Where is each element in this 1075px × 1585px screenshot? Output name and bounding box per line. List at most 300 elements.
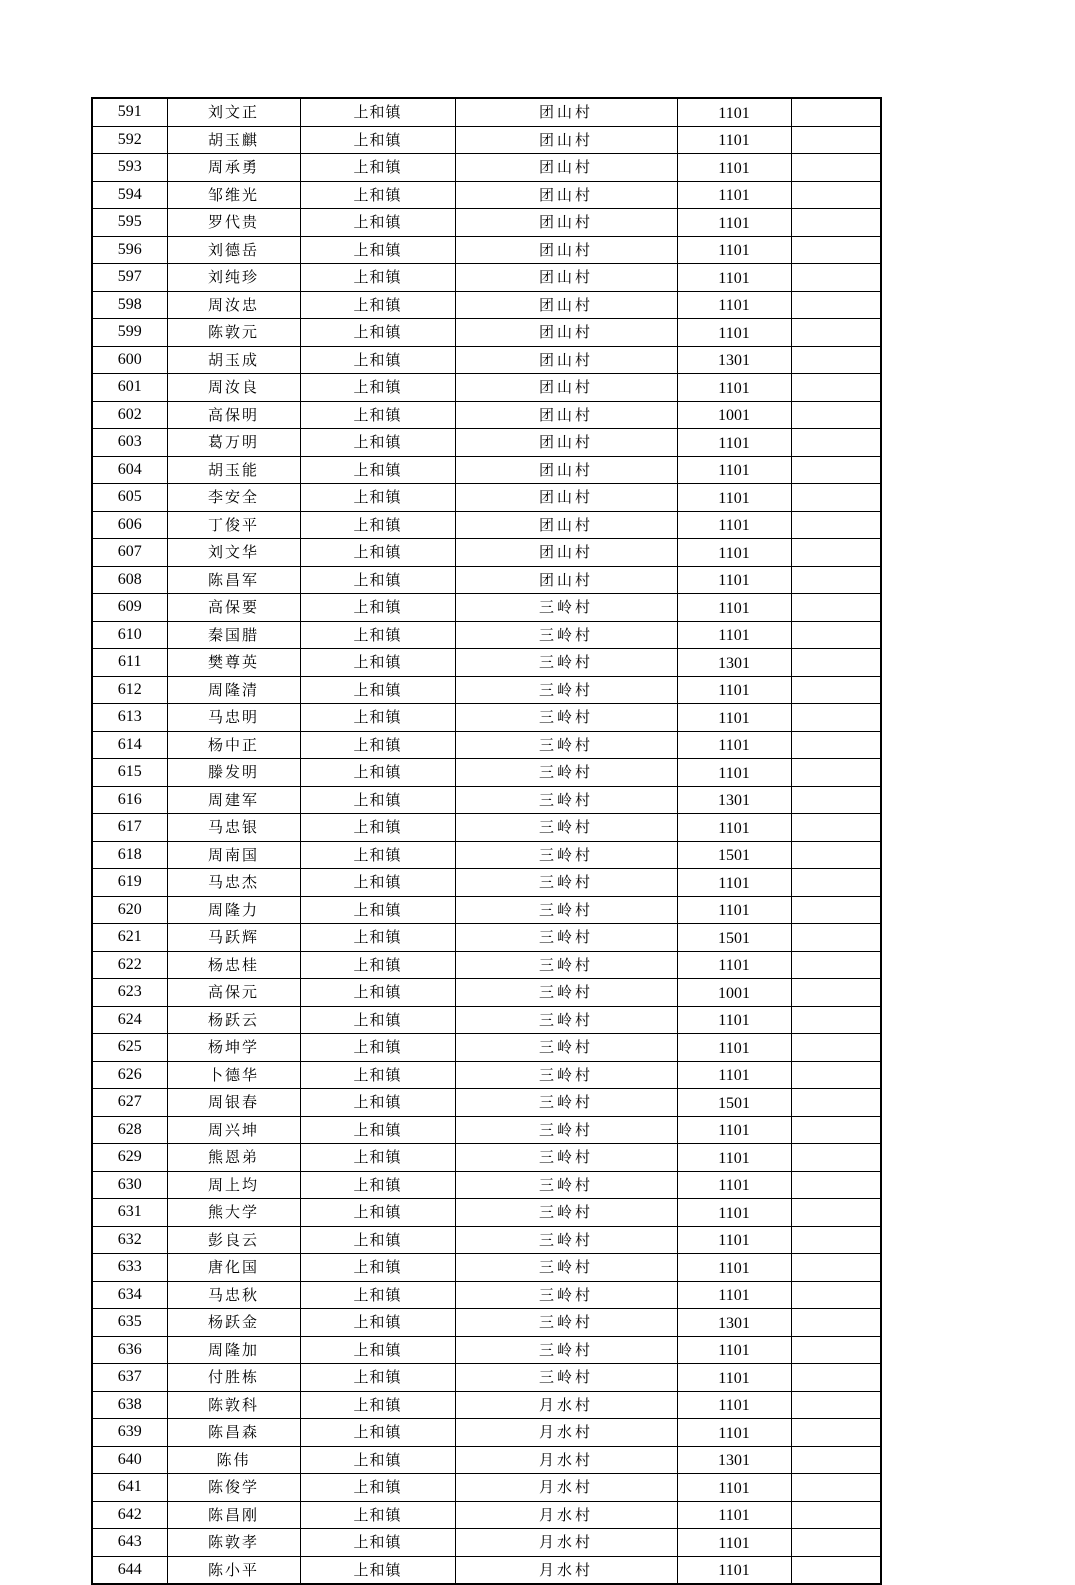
code-cell: 1101 [677,1281,791,1309]
person-name-cell: 付胜栋 [167,1364,300,1392]
code-cell: 1301 [677,649,791,677]
code-cell: 1101 [677,126,791,154]
note-cell [791,951,881,979]
person-name-cell: 周隆加 [167,1336,300,1364]
table-row [92,649,881,677]
person-name-cell: 秦国腊 [167,621,300,649]
town-cell: 上和镇 [300,979,455,1007]
town-cell: 上和镇 [300,1199,455,1227]
person-name-cell: 周承勇 [167,154,300,182]
table-row [92,1171,881,1199]
note-cell [791,1281,881,1309]
note-cell [791,759,881,787]
note-cell [791,1034,881,1062]
village-cell: 团山村 [455,346,677,374]
row-number-cell: 602 [92,401,167,429]
town-cell: 上和镇 [300,621,455,649]
row-number-cell: 620 [92,896,167,924]
village-cell: 团山村 [455,319,677,347]
person-name-cell: 彭良云 [167,1226,300,1254]
table-row [92,704,881,732]
village-cell: 月水村 [455,1529,677,1557]
code-cell: 1501 [677,1089,791,1117]
town-cell: 上和镇 [300,1419,455,1447]
code-cell: 1101 [677,98,791,126]
row-number-cell: 600 [92,346,167,374]
note-cell [791,814,881,842]
town-cell: 上和镇 [300,1089,455,1117]
row-number-cell: 610 [92,621,167,649]
table-row [92,539,881,567]
code-cell: 1101 [677,1336,791,1364]
code-cell: 1101 [677,209,791,237]
table-row [92,1529,881,1557]
town-cell: 上和镇 [300,1281,455,1309]
row-number-cell: 611 [92,649,167,677]
person-name-cell: 刘文正 [167,98,300,126]
person-name-cell: 胡玉能 [167,456,300,484]
village-cell: 三岭村 [455,841,677,869]
note-cell [791,649,881,677]
person-name-cell: 马跃辉 [167,924,300,952]
village-cell: 团山村 [455,539,677,567]
village-cell: 三岭村 [455,979,677,1007]
row-number-cell: 626 [92,1061,167,1089]
town-cell: 上和镇 [300,759,455,787]
table-row [92,1006,881,1034]
row-number-cell: 638 [92,1391,167,1419]
town-cell: 上和镇 [300,374,455,402]
row-number-cell: 608 [92,566,167,594]
village-cell: 团山村 [455,236,677,264]
note-cell [791,1501,881,1529]
table-row [92,566,881,594]
note-cell [791,374,881,402]
note-cell [791,456,881,484]
town-cell: 上和镇 [300,594,455,622]
table-row [92,1501,881,1529]
table-row [92,841,881,869]
table-row [92,429,881,457]
note-cell [791,98,881,126]
code-cell: 1101 [677,704,791,732]
town-cell: 上和镇 [300,456,455,484]
town-cell: 上和镇 [300,704,455,732]
code-cell: 1101 [677,1474,791,1502]
row-number-cell: 604 [92,456,167,484]
person-name-cell: 杨忠桂 [167,951,300,979]
village-cell: 月水村 [455,1474,677,1502]
row-number-cell: 622 [92,951,167,979]
code-cell: 1101 [677,869,791,897]
code-cell: 1501 [677,841,791,869]
note-cell [791,1171,881,1199]
village-cell: 月水村 [455,1446,677,1474]
code-cell: 1001 [677,979,791,1007]
row-number-cell: 592 [92,126,167,154]
village-cell: 月水村 [455,1556,677,1584]
town-cell: 上和镇 [300,1474,455,1502]
table-row [92,1309,881,1337]
village-cell: 团山村 [455,264,677,292]
note-cell [791,1556,881,1584]
person-name-cell: 陈伟 [167,1446,300,1474]
row-number-cell: 633 [92,1254,167,1282]
table-row [92,1419,881,1447]
town-cell: 上和镇 [300,924,455,952]
town-cell: 上和镇 [300,291,455,319]
row-number-cell: 630 [92,1171,167,1199]
table-row [92,154,881,182]
note-cell [791,1144,881,1172]
code-cell: 1101 [677,1034,791,1062]
table-row [92,1144,881,1172]
person-name-cell: 陈俊学 [167,1474,300,1502]
note-cell [791,979,881,1007]
note-cell [791,1089,881,1117]
code-cell: 1101 [677,1006,791,1034]
row-number-cell: 634 [92,1281,167,1309]
person-name-cell: 刘德岳 [167,236,300,264]
row-number-cell: 612 [92,676,167,704]
table-row [92,181,881,209]
note-cell [791,896,881,924]
village-cell: 团山村 [455,209,677,237]
town-cell: 上和镇 [300,511,455,539]
code-cell: 1101 [677,154,791,182]
row-number-cell: 621 [92,924,167,952]
row-number-cell: 628 [92,1116,167,1144]
row-number-cell: 607 [92,539,167,567]
town-cell: 上和镇 [300,731,455,759]
row-number-cell: 613 [92,704,167,732]
table-row [92,511,881,539]
village-cell: 三岭村 [455,649,677,677]
person-name-cell: 杨中正 [167,731,300,759]
note-cell [791,291,881,319]
note-cell [791,154,881,182]
person-name-cell: 熊恩弟 [167,1144,300,1172]
roster-table [91,97,882,1585]
row-number-cell: 596 [92,236,167,264]
code-cell: 1101 [677,676,791,704]
note-cell [791,704,881,732]
row-number-cell: 639 [92,1419,167,1447]
table-row [92,456,881,484]
person-name-cell: 周兴坤 [167,1116,300,1144]
table-row [92,1089,881,1117]
village-cell: 团山村 [455,181,677,209]
code-cell: 1101 [677,759,791,787]
code-cell: 1101 [677,236,791,264]
town-cell: 上和镇 [300,209,455,237]
code-cell: 1101 [677,181,791,209]
table-row [92,676,881,704]
village-cell: 团山村 [455,374,677,402]
person-name-cell: 马忠明 [167,704,300,732]
town-cell: 上和镇 [300,1034,455,1062]
code-cell: 1101 [677,456,791,484]
table-row [92,1199,881,1227]
town-cell: 上和镇 [300,869,455,897]
town-cell: 上和镇 [300,1061,455,1089]
town-cell: 上和镇 [300,1391,455,1419]
table-row [92,1226,881,1254]
table-row [92,621,881,649]
code-cell: 1101 [677,1171,791,1199]
note-cell [791,566,881,594]
code-cell: 1101 [677,291,791,319]
note-cell [791,1419,881,1447]
person-name-cell: 樊尊英 [167,649,300,677]
town-cell: 上和镇 [300,1144,455,1172]
person-name-cell: 杨跃金 [167,1309,300,1337]
village-cell: 团山村 [455,456,677,484]
code-cell: 1101 [677,1529,791,1557]
town-cell: 上和镇 [300,1116,455,1144]
row-number-cell: 616 [92,786,167,814]
code-cell: 1101 [677,429,791,457]
note-cell [791,401,881,429]
note-cell [791,484,881,512]
row-number-cell: 599 [92,319,167,347]
code-cell: 1101 [677,566,791,594]
town-cell: 上和镇 [300,98,455,126]
code-cell: 1301 [677,786,791,814]
code-cell: 1101 [677,896,791,924]
town-cell: 上和镇 [300,1254,455,1282]
table-row [92,786,881,814]
village-cell: 三岭村 [455,704,677,732]
table-row [92,236,881,264]
note-cell [791,1061,881,1089]
town-cell: 上和镇 [300,1006,455,1034]
village-cell: 月水村 [455,1419,677,1447]
village-cell: 三岭村 [455,951,677,979]
village-cell: 三岭村 [455,1061,677,1089]
village-cell: 团山村 [455,429,677,457]
row-number-cell: 632 [92,1226,167,1254]
note-cell [791,1474,881,1502]
village-cell: 月水村 [455,1501,677,1529]
person-name-cell: 罗代贵 [167,209,300,237]
town-cell: 上和镇 [300,1226,455,1254]
code-cell: 1101 [677,731,791,759]
table-row [92,951,881,979]
row-number-cell: 625 [92,1034,167,1062]
person-name-cell: 熊大学 [167,1199,300,1227]
town-cell: 上和镇 [300,1171,455,1199]
code-cell: 1101 [677,594,791,622]
village-cell: 三岭村 [455,1089,677,1117]
note-cell [791,594,881,622]
row-number-cell: 643 [92,1529,167,1557]
row-number-cell: 635 [92,1309,167,1337]
code-cell: 1101 [677,1144,791,1172]
village-cell: 三岭村 [455,759,677,787]
table-row [92,401,881,429]
table-row [92,319,881,347]
row-number-cell: 615 [92,759,167,787]
village-cell: 三岭村 [455,924,677,952]
village-cell: 三岭村 [455,594,677,622]
note-cell [791,181,881,209]
person-name-cell: 陈小平 [167,1556,300,1584]
village-cell: 团山村 [455,566,677,594]
table-row [92,1116,881,1144]
code-cell: 1101 [677,1364,791,1392]
code-cell: 1001 [677,401,791,429]
code-cell: 1101 [677,374,791,402]
town-cell: 上和镇 [300,566,455,594]
note-cell [791,1529,881,1557]
row-number-cell: 624 [92,1006,167,1034]
code-cell: 1101 [677,814,791,842]
note-cell [791,731,881,759]
table-row [92,896,881,924]
table-row [92,126,881,154]
village-cell: 三岭村 [455,869,677,897]
town-cell: 上和镇 [300,236,455,264]
person-name-cell: 周隆力 [167,896,300,924]
person-name-cell: 刘纯珍 [167,264,300,292]
code-cell: 1101 [677,1501,791,1529]
note-cell [791,1254,881,1282]
code-cell: 1101 [677,1391,791,1419]
person-name-cell: 周银春 [167,1089,300,1117]
person-name-cell: 杨跃云 [167,1006,300,1034]
row-number-cell: 637 [92,1364,167,1392]
note-cell [791,236,881,264]
table-row [92,484,881,512]
row-number-cell: 593 [92,154,167,182]
table-row [92,1336,881,1364]
row-number-cell: 631 [92,1199,167,1227]
code-cell: 1101 [677,1199,791,1227]
village-cell: 三岭村 [455,621,677,649]
town-cell: 上和镇 [300,814,455,842]
village-cell: 团山村 [455,511,677,539]
table-row [92,731,881,759]
person-name-cell: 高保要 [167,594,300,622]
person-name-cell: 葛万明 [167,429,300,457]
person-name-cell: 胡玉成 [167,346,300,374]
town-cell: 上和镇 [300,1309,455,1337]
note-cell [791,1309,881,1337]
table-row [92,1061,881,1089]
row-number-cell: 636 [92,1336,167,1364]
person-name-cell: 马忠杰 [167,869,300,897]
note-cell [791,1364,881,1392]
table-row [92,979,881,1007]
town-cell: 上和镇 [300,951,455,979]
town-cell: 上和镇 [300,649,455,677]
note-cell [791,346,881,374]
table-row [92,814,881,842]
table-row [92,1446,881,1474]
table-row [92,594,881,622]
person-name-cell: 李安全 [167,484,300,512]
note-cell [791,209,881,237]
village-cell: 团山村 [455,154,677,182]
person-name-cell: 周上均 [167,1171,300,1199]
note-cell [791,924,881,952]
person-name-cell: 周汝良 [167,374,300,402]
row-number-cell: 595 [92,209,167,237]
town-cell: 上和镇 [300,484,455,512]
code-cell: 1101 [677,1419,791,1447]
person-name-cell: 陈昌刚 [167,1501,300,1529]
code-cell: 1101 [677,319,791,347]
code-cell: 1101 [677,1556,791,1584]
village-cell: 团山村 [455,126,677,154]
town-cell: 上和镇 [300,401,455,429]
note-cell [791,1336,881,1364]
person-name-cell: 周南国 [167,841,300,869]
code-cell: 1101 [677,621,791,649]
town-cell: 上和镇 [300,786,455,814]
row-number-cell: 619 [92,869,167,897]
person-name-cell: 马忠秋 [167,1281,300,1309]
row-number-cell: 605 [92,484,167,512]
table-row [92,264,881,292]
town-cell: 上和镇 [300,319,455,347]
person-name-cell: 杨坤学 [167,1034,300,1062]
person-name-cell: 陈昌森 [167,1419,300,1447]
village-cell: 三岭村 [455,1199,677,1227]
note-cell [791,429,881,457]
town-cell: 上和镇 [300,1501,455,1529]
village-cell: 三岭村 [455,1281,677,1309]
note-cell [791,1226,881,1254]
person-name-cell: 马忠银 [167,814,300,842]
person-name-cell: 高保元 [167,979,300,1007]
note-cell [791,1116,881,1144]
town-cell: 上和镇 [300,896,455,924]
table-row [92,1364,881,1392]
person-name-cell: 卜德华 [167,1061,300,1089]
table-row [92,291,881,319]
code-cell: 1101 [677,1061,791,1089]
table-row [92,346,881,374]
table-row [92,1254,881,1282]
note-cell [791,1199,881,1227]
person-name-cell: 陈敦科 [167,1391,300,1419]
village-cell: 三岭村 [455,896,677,924]
village-cell: 三岭村 [455,1006,677,1034]
row-number-cell: 618 [92,841,167,869]
village-cell: 三岭村 [455,731,677,759]
village-cell: 三岭村 [455,1336,677,1364]
table-row [92,924,881,952]
row-number-cell: 644 [92,1556,167,1584]
village-cell: 三岭村 [455,814,677,842]
row-number-cell: 623 [92,979,167,1007]
town-cell: 上和镇 [300,1364,455,1392]
code-cell: 1301 [677,1446,791,1474]
town-cell: 上和镇 [300,429,455,457]
row-number-cell: 609 [92,594,167,622]
town-cell: 上和镇 [300,1336,455,1364]
table-row [92,759,881,787]
village-cell: 团山村 [455,291,677,319]
village-cell: 三岭村 [455,1034,677,1062]
code-cell: 1101 [677,951,791,979]
roster-table-body [92,98,881,1584]
row-number-cell: 594 [92,181,167,209]
village-cell: 团山村 [455,98,677,126]
table-row [92,1474,881,1502]
